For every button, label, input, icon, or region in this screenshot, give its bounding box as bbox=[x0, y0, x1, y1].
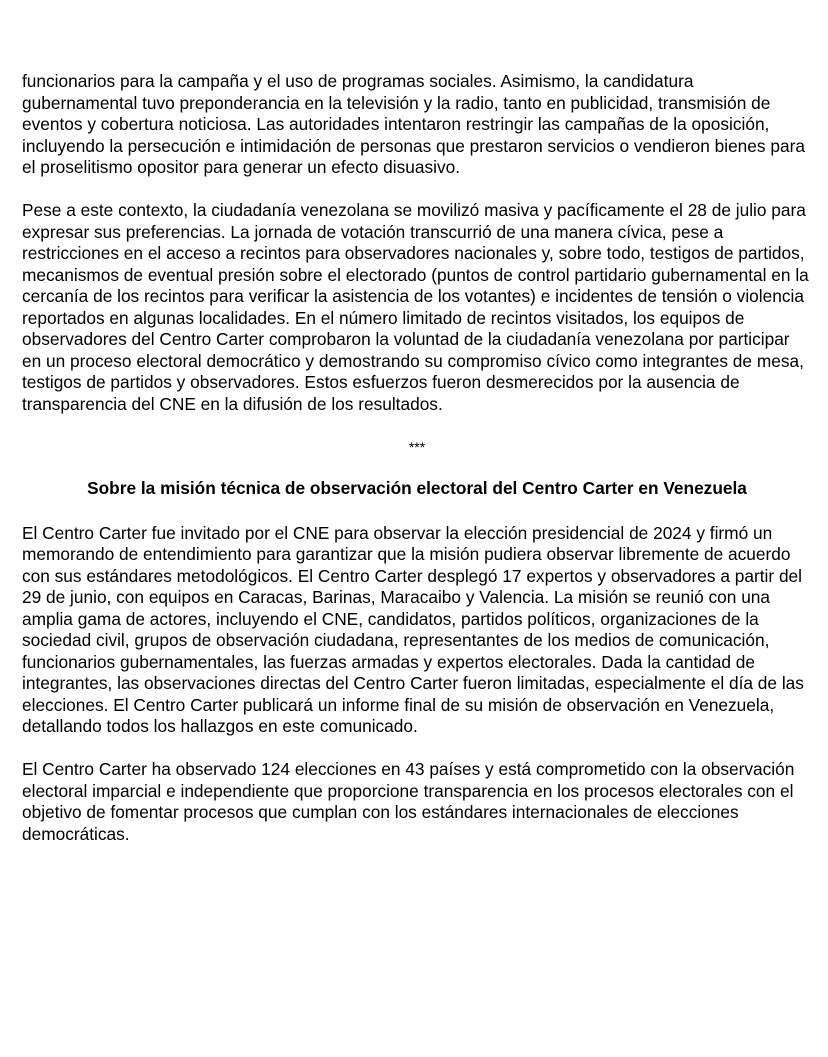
paragraph-carter-center-record: El Centro Carter ha observado 124 elecciones en 43 países y está comprometido con la observación electoral imparcial e independiente que proporcione transparencia en los procesos electorales con el objetivo de fomentar procesos que cumplan con los estándares internacionales de elecciones democráticas. bbox=[22, 759, 795, 844]
paragraph-election-day: Pese a este contexto, la ciudadanía venezolana se movilizó masiva y pacíficamente el 28 de julio para expresar sus preferencias. La jornada de votación transcurrió de una manera cívica, pese a restricciones en el acceso a recintos para observadores nacionales y, sobre todo, testigos de partidos, mecanismos de eventual presión sobre el electorado (puntos de control partidario gubernamental en la cercanía de los recintos para verificar la asistencia de los votantes) e incidentes de tensión o violencia reportados en algunas localidades. En el número limitado de recintos visitados, los equipos de observadores del Centro Carter comprobaron la voluntad de la ciudadanía venezolana por participar en un proceso electoral democrático y demostrando su compromiso cívico como integrantes de mesa, testigos de partidos y observadores. Estos esfuerzos fueron desmerecidos por la ausencia de transparencia del CNE en la difusión de los resultados. bbox=[22, 200, 809, 414]
paragraph-mission-description: El Centro Carter fue invitado por el CNE para observar la elección presidencial de 2024 y firmó un memorando de entendimiento para garantizar que la misión pudiera observar libremente de acuerdo con sus estándares metodológicos. El Centro Carter desplegó 17 expertos y observadores a partir del 29 de junio, con equipos en Caracas, Barinas, Maracaibo y Valencia. La misión se reunió con una amplia gama de actores, incluyendo el CNE, candidatos, partidos políticos, organizaciones de la sociedad civil, grupos de observación ciudadana, representantes de los medios de comunicación, funcionarios gubernamentales, las fuerzas armadas y expertos electorales. Dada la cantidad de integrantes, las observaciones directas del Centro Carter fueron limitadas, especialmente el día de las elecciones. El Centro Carter publicará un informe final de su misión de observación en Venezuela, detallando todos los hallazgos en este comunicado. bbox=[22, 522, 804, 736]
paragraph-campaign-resources: funcionarios para la campaña y el uso de programas sociales. Asimismo, la candidatura gubernamental tuvo preponderancia en la televisión y la radio, tanto en publicidad, transmisión de eventos y cobertura noticiosa. Las autoridades intentaron restringir las campañas de la oposición, incluyendo la persecución e intimidación de personas que prestaron servicios o vendieron bienes para el proselitismo opositor para generar un efecto disuasivo. bbox=[22, 71, 805, 177]
section-separator: *** bbox=[408, 438, 426, 455]
section-heading: Sobre la misión técnica de observación electoral del Centro Carter en Venezuela bbox=[87, 478, 747, 498]
document-body bbox=[22, 71, 812, 867]
